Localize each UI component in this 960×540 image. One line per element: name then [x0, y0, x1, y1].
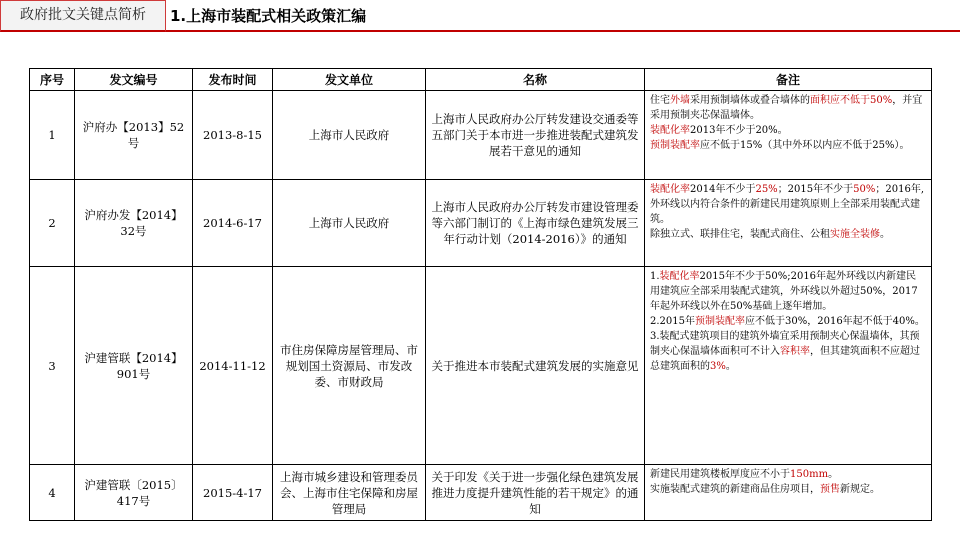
remark-paragraph	[650, 269, 926, 314]
remark-text: 除独立式、联排住宅，装配式商住、公租	[650, 229, 830, 240]
cell-date: 2013-8-15	[193, 91, 273, 180]
remark-text: 应不低于30%，2016年起不低于40%。	[745, 316, 925, 327]
remark-text: 实施装配式建筑的新建商品住房项目，	[650, 484, 820, 495]
column-header-issuer: 发文单位	[273, 69, 426, 91]
cell-date: 2015-4-17	[193, 465, 273, 521]
remark-paragraph	[650, 138, 926, 153]
cell-remarks	[645, 465, 932, 521]
remark-highlight: 面积应不低于50%	[810, 95, 893, 106]
remark-text: 采用预制墙体或叠合墙体的	[690, 95, 810, 106]
cell-date: 2014-11-12	[193, 267, 273, 465]
cell-doc-no: 沪府办【2013】52号	[75, 91, 193, 180]
cell-issuer: 上海市城乡建设和管理委员会、上海市住宅保障和房屋管理局	[273, 465, 426, 521]
remark-text: 。	[725, 361, 736, 372]
remark-highlight: 预制装配率	[695, 316, 745, 327]
column-header-doc-no: 发文编号	[75, 69, 193, 91]
cell-remarks	[645, 267, 932, 465]
column-header-title: 名称	[426, 69, 645, 91]
cell-date: 2014-6-17	[193, 180, 273, 267]
page-title: 1.上海市装配式相关政策汇编	[170, 7, 367, 25]
remark-highlight: 外墙	[670, 95, 690, 106]
cell-issuer: 市住房保障房屋管理局、市规划国土资源局、市发改委、市财政局	[273, 267, 426, 465]
remark-highlight: 预制装配率	[650, 140, 700, 151]
table-row	[30, 465, 932, 521]
remark-text: ；2015年不少于	[777, 184, 854, 195]
cell-remarks	[645, 91, 932, 180]
remark-text: ；2016年,外环线以内符合条件的新建民用建筑原则上全部采用装配式建筑。	[650, 184, 925, 225]
remark-text: 。	[828, 469, 839, 480]
remark-text: 新建民用建筑楼板厚度应不小于	[650, 469, 790, 480]
remark-highlight: 装配化率	[659, 271, 700, 282]
cell-title: 上海市人民政府办公厅转发市建设管理委等六部门制订的《上海市绿色建筑发展三年行动计划（2014-2016）》的通知	[426, 180, 645, 267]
remark-text: 1.	[650, 271, 660, 282]
remark-text: 2014年不少于	[690, 184, 756, 195]
table-row	[30, 91, 932, 180]
column-header-index: 序号	[30, 69, 75, 91]
remark-highlight: 装配化率	[650, 184, 690, 195]
remark-highlight: 装配化率	[650, 125, 690, 136]
remark-text: 2.2015年	[650, 316, 695, 327]
policy-table	[29, 68, 932, 521]
remark-paragraph	[650, 93, 926, 123]
table-row	[30, 267, 932, 465]
remark-text: 。	[880, 229, 890, 240]
cell-title: 关于推进本市装配式建筑发展的实施意见	[426, 267, 645, 465]
remark-text: 住宅	[650, 95, 670, 106]
remark-text: ，并宜采用预制夹芯保温墙体。	[650, 95, 923, 121]
remark-highlight: 50%	[853, 184, 876, 195]
cell-issuer: 上海市人民政府	[273, 91, 426, 180]
cell-index: 2	[30, 180, 75, 267]
table-header-row	[30, 69, 932, 91]
top-bar	[0, 0, 960, 32]
remark-text: 3.装配式建筑项目的建筑外墙宜采用预制夹心保温墙体，其预制夹心保温墙体面积可不计入	[650, 331, 920, 357]
cell-remarks	[645, 180, 932, 267]
remark-paragraph	[650, 182, 926, 227]
section-tab[interactable]: 政府批文关键点简析	[0, 0, 166, 32]
column-header-remarks: 备注	[645, 69, 932, 91]
table-row	[30, 180, 932, 267]
remark-text: 2013年不少于20%。	[690, 125, 788, 136]
column-header-date: 发布时间	[193, 69, 273, 91]
cell-doc-no: 沪建管联〔2015〕417号	[75, 465, 193, 521]
remark-text: 应不低于15%（其中外环以内应不低于25%）。	[700, 140, 910, 151]
cell-title: 上海市人民政府办公厅转发建设交通委等五部门关于本市进一步推进装配式建筑发展若干意见的通知	[426, 91, 645, 180]
cell-index: 3	[30, 267, 75, 465]
cell-index: 4	[30, 465, 75, 521]
remark-highlight: 实施全装修	[830, 229, 880, 240]
cell-issuer: 上海市人民政府	[273, 180, 426, 267]
remark-paragraph	[650, 227, 926, 242]
cell-title: 关于印发《关于进一步强化绿色建筑发展推进力度提升建筑性能的若干规定》的通知	[426, 465, 645, 521]
cell-doc-no: 沪府办发【2014】32号	[75, 180, 193, 267]
cell-index: 1	[30, 91, 75, 180]
remark-text: ，但其建筑面积不应超过总建筑面积的	[650, 346, 920, 372]
remark-highlight: 25%	[755, 184, 778, 195]
remark-paragraph	[650, 329, 926, 374]
remark-paragraph	[650, 314, 926, 329]
title-underline	[166, 30, 960, 32]
remark-paragraph	[650, 482, 926, 497]
remark-paragraph	[650, 467, 926, 482]
remark-highlight: 容积率	[780, 346, 810, 357]
remark-text: 新规定。	[840, 484, 880, 495]
remark-highlight: 预售	[820, 484, 840, 495]
remark-highlight: 150mm	[790, 469, 829, 480]
remark-paragraph	[650, 123, 926, 138]
remark-highlight: 3%	[710, 361, 726, 372]
cell-doc-no: 沪建管联【2014】901号	[75, 267, 193, 465]
remark-text: 2015年不少于50%;2016年起外环线以内新建民用建筑应全部采用装配式建筑，外环线以外超过50%，2017年起外环线以外在50%基础上逐年增加。	[650, 271, 918, 312]
